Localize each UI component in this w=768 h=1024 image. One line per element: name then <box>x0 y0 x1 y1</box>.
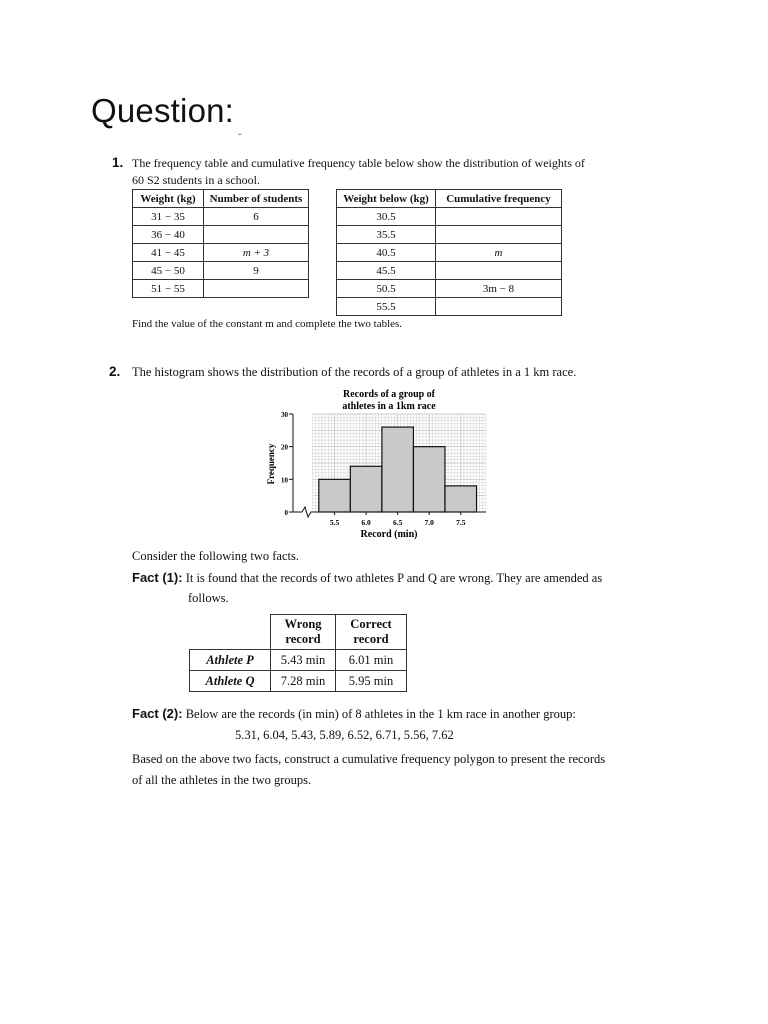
fact-2-label: Fact (2): <box>132 706 183 721</box>
table-cell: 30.5 <box>337 208 436 226</box>
fact-1-label: Fact (1): <box>132 570 183 585</box>
table-cell <box>436 262 562 280</box>
histogram-bar-2 <box>350 466 382 512</box>
table-cell: 50.5 <box>337 280 436 298</box>
table-cell <box>436 226 562 244</box>
consider-text: Consider the following two facts. <box>132 549 299 563</box>
x-tick-label: 6.0 <box>361 518 371 527</box>
table-row <box>133 280 309 298</box>
table-row <box>133 262 309 280</box>
table-row <box>337 298 562 316</box>
table-row <box>133 208 309 226</box>
table-row <box>337 226 562 244</box>
table-cell: 55.5 <box>337 298 436 316</box>
table-row <box>190 671 407 692</box>
x-tick-label: 6.5 <box>392 518 403 527</box>
histogram-bar-4 <box>413 447 445 512</box>
question-1-intro-line2: 60 S2 students in a school. <box>132 173 260 187</box>
conclusion-line1: Based on the above two facts, construct a cumulative frequency polygon to present the records <box>132 752 606 766</box>
table-row <box>337 280 562 298</box>
table-row <box>337 244 562 262</box>
table-header: Number of students <box>204 190 309 208</box>
question-2-number: 2. <box>109 364 121 379</box>
table-row <box>337 208 562 226</box>
table-header: Cumulative frequency <box>436 190 562 208</box>
table-cell: 45 − 50 <box>133 262 204 280</box>
table-cell: 35.5 <box>337 226 436 244</box>
table-cell: 7.28 min <box>271 671 336 692</box>
x-tick-label: 7.0 <box>424 518 434 527</box>
fact-2-values: 5.31, 6.04, 5.43, 5.89, 6.52, 6.71, 5.56, 7.62 <box>235 728 454 742</box>
fact-1-text: It is found that the records of two athletes P and Q are wrong. They are amended as <box>185 571 603 585</box>
table-cell: 9 <box>204 262 309 280</box>
y-tick-label: 30 <box>281 411 288 419</box>
cumulative-frequency-table <box>336 189 562 316</box>
chart-title-line2: athletes in a 1km race <box>342 401 436 412</box>
table-cell: m + 3 <box>204 244 309 262</box>
table-cell: 5.95 min <box>336 671 407 692</box>
chart-x-axis-label: Record (min) <box>360 529 418 540</box>
question-1-instruction: Find the value of the constant m and complete the two tables. <box>132 318 403 330</box>
fact-1 <box>132 569 602 587</box>
table-cell: 5.43 min <box>271 650 336 671</box>
table-cell: 6 <box>204 208 309 226</box>
table-cell: 36 − 40 <box>133 226 204 244</box>
table-cell <box>204 280 309 298</box>
histogram-bar-5 <box>445 486 477 512</box>
athlete-name: Athlete P <box>190 650 271 671</box>
table-cell: 6.01 min <box>336 650 407 671</box>
table-header: Correct record <box>336 615 407 650</box>
table-cell <box>436 298 562 316</box>
histogram-chart <box>258 382 508 544</box>
table-cell: 40.5 <box>337 244 436 262</box>
question-1-number: 1. <box>112 155 124 170</box>
table-cell <box>204 226 309 244</box>
page-heading: Question: <box>91 92 235 129</box>
y-tick-label: 20 <box>281 443 288 452</box>
y-tick-label: 10 <box>281 476 288 485</box>
table-corner <box>190 615 271 650</box>
table-row <box>133 226 309 244</box>
chart-y-axis-label: Frequency <box>266 443 276 485</box>
table-header: Weight (kg) <box>133 190 204 208</box>
table-row <box>133 244 309 262</box>
table-cell: 31 − 35 <box>133 208 204 226</box>
frequency-table <box>132 189 309 298</box>
chart-title-line1: Records of a group of <box>342 389 436 400</box>
histogram-bar-3 <box>382 427 414 512</box>
amended-records-table <box>189 614 407 692</box>
x-tick-label: 5.5 <box>329 518 340 527</box>
table-header: Wrong record <box>271 615 336 650</box>
question-1-intro-line1: The frequency table and cumulative frequency table below show the distribution of weights of <box>132 156 585 170</box>
table-cell: 51 − 55 <box>133 280 204 298</box>
fact-2-text: Below are the records (in min) of 8 athletes in the 1 km race in another group: <box>185 707 576 721</box>
fact-2 <box>132 705 576 723</box>
table-header: Weight below (kg) <box>337 190 436 208</box>
question-2-intro: The histogram shows the distribution of the records of a group of athletes in a 1 km race. <box>132 365 577 379</box>
stray-mark: ˇ <box>238 132 242 144</box>
y-tick-label: 0 <box>284 509 288 517</box>
histogram-bar-1 <box>319 479 351 512</box>
table-row <box>337 262 562 280</box>
table-cell: 45.5 <box>337 262 436 280</box>
table-cell <box>436 208 562 226</box>
table-row <box>190 650 407 671</box>
athlete-name: Athlete Q <box>190 671 271 692</box>
table-cell: m <box>436 244 562 262</box>
x-tick-label: 7.5 <box>456 518 466 527</box>
table-cell: 41 − 45 <box>133 244 204 262</box>
conclusion-line2: of all the athletes in the two groups. <box>132 773 312 787</box>
table-cell: 3m − 8 <box>436 280 562 298</box>
fact-1-continuation: follows. <box>188 591 229 605</box>
